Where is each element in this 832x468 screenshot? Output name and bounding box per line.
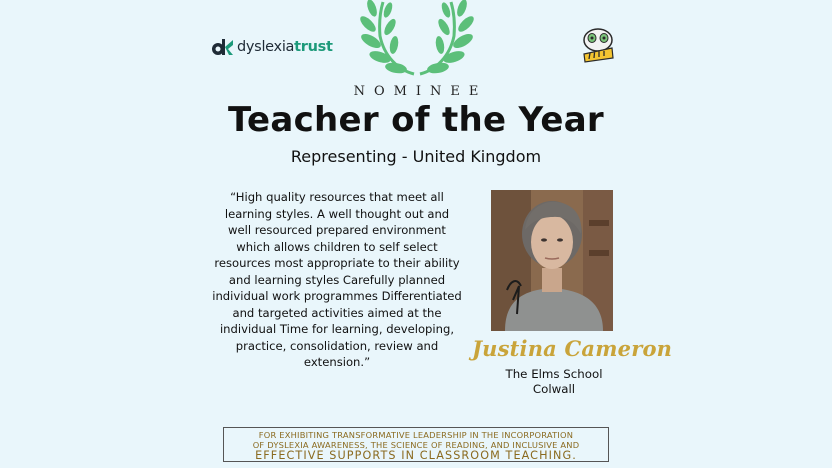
banner-line-2: OF DYSLEXIA AWARENESS, THE SCIENCE OF READING, AND INCLUSIVE AND (252, 440, 580, 450)
nessy-logo (578, 26, 618, 64)
dyslexia-trust-mark-icon (211, 37, 235, 57)
school-name: The Elms School (505, 367, 603, 381)
nominee-name: Justina Cameron (472, 336, 673, 361)
page-title: Teacher of the Year (227, 100, 604, 140)
school-location: Colwall (532, 382, 576, 396)
recognition-banner (223, 427, 609, 462)
nominee-label: NOMINEE (353, 84, 488, 99)
banner-line-3: EFFECTIVE SUPPORTS IN CLASSROOM TEACHING. (255, 449, 577, 462)
laurel-wreath-icon (358, 0, 476, 78)
banner-line-1: FOR EXHIBITING TRANSFORMATIVE LEADERSHIP IN THE INCORPORATION (258, 430, 574, 440)
page-subtitle: Representing - United Kingdom (290, 147, 542, 166)
dyslexia-trust-logo (211, 37, 333, 57)
nominee-photo (491, 190, 613, 331)
nomination-quote: “High quality resources that meet all learning styles. A well thought out and well resourced prepared environment which allows children to self select resources most appropriate to their ability and learning styles Carefully planned individual work programmes Differentiated and targeted activities aimed at the individual Time for learning, developing, practice, consolidation, review and extension.” (212, 190, 462, 369)
logo-text-dyslexia: dyslexia (237, 39, 295, 55)
logo-text-trust: trust (294, 39, 333, 55)
nominee-school (472, 367, 636, 397)
